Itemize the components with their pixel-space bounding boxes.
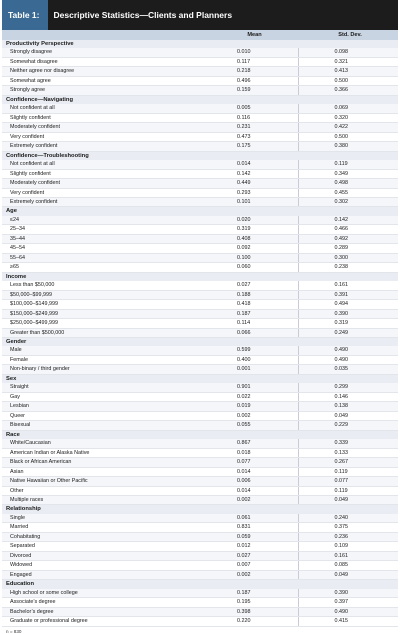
mean-value: 0.220 bbox=[207, 617, 298, 626]
table-row bbox=[2, 188, 398, 197]
sd-value: 0.109 bbox=[298, 542, 398, 551]
row-label: Divorced bbox=[2, 551, 207, 560]
row-label: Somewhat agree bbox=[2, 76, 207, 85]
table-row bbox=[2, 281, 398, 290]
sd-value: 0.236 bbox=[298, 532, 398, 541]
mean-value: 0.005 bbox=[207, 104, 298, 113]
section-title: Race bbox=[2, 430, 398, 439]
sd-value: 0.366 bbox=[298, 86, 398, 95]
row-label: Greater than $500,000 bbox=[2, 328, 207, 337]
table-row bbox=[2, 225, 398, 234]
table-body bbox=[2, 40, 398, 626]
mean-value: 0.092 bbox=[207, 244, 298, 253]
section-title: Confidence—Navigating bbox=[2, 95, 398, 104]
sd-value: 0.267 bbox=[298, 458, 398, 467]
mean-value: 0.231 bbox=[207, 123, 298, 132]
row-label: 25–34 bbox=[2, 225, 207, 234]
table-row bbox=[2, 551, 398, 560]
section-title: Productivity Perspective bbox=[2, 40, 398, 48]
row-label: Not confident at all bbox=[2, 160, 207, 169]
table-row bbox=[2, 467, 398, 476]
row-label: Very confident bbox=[2, 188, 207, 197]
row-label: Graduate or professional degree bbox=[2, 617, 207, 626]
sd-value: 0.249 bbox=[298, 328, 398, 337]
sd-value: 0.119 bbox=[298, 160, 398, 169]
section-header-row bbox=[2, 374, 398, 383]
table-row bbox=[2, 383, 398, 392]
row-label: Gay bbox=[2, 392, 207, 401]
row-label: Strongly agree bbox=[2, 86, 207, 95]
table-row bbox=[2, 216, 398, 225]
row-label: Male bbox=[2, 346, 207, 355]
section-header-row bbox=[2, 505, 398, 514]
section-title: Relationship bbox=[2, 505, 398, 514]
sd-value: 0.492 bbox=[298, 234, 398, 243]
row-label: Bisexual bbox=[2, 421, 207, 430]
mean-value: 0.022 bbox=[207, 392, 298, 401]
row-label: Queer bbox=[2, 411, 207, 420]
mean-value: 0.002 bbox=[207, 570, 298, 579]
section-header-row bbox=[2, 272, 398, 281]
row-label: Moderately confident bbox=[2, 179, 207, 188]
table-row bbox=[2, 234, 398, 243]
sd-value: 0.380 bbox=[298, 142, 398, 151]
row-label: Moderately confident bbox=[2, 123, 207, 132]
mean-value: 0.006 bbox=[207, 477, 298, 486]
row-label: $250,000–$499,999 bbox=[2, 319, 207, 328]
mean-value: 0.100 bbox=[207, 253, 298, 262]
section-title: Sex bbox=[2, 374, 398, 383]
row-label: $50,000–$99,999 bbox=[2, 290, 207, 299]
table-row bbox=[2, 448, 398, 457]
row-label: High school or some college bbox=[2, 589, 207, 598]
table-row bbox=[2, 411, 398, 420]
section-title: Education bbox=[2, 580, 398, 589]
mean-value: 0.014 bbox=[207, 467, 298, 476]
mean-value: 0.473 bbox=[207, 132, 298, 141]
row-label: American Indian or Alaska Native bbox=[2, 448, 207, 457]
row-label: ≥65 bbox=[2, 263, 207, 272]
mean-value: 0.408 bbox=[207, 234, 298, 243]
row-label: Extremely confident bbox=[2, 142, 207, 151]
descriptive-statistics-table bbox=[2, 30, 398, 627]
table-row bbox=[2, 263, 398, 272]
table-row bbox=[2, 179, 398, 188]
sd-value: 0.142 bbox=[298, 216, 398, 225]
mean-value: 0.867 bbox=[207, 439, 298, 448]
section-title: Gender bbox=[2, 338, 398, 347]
sample-size-note: n = 830 bbox=[6, 628, 22, 634]
row-label: Cohabitating bbox=[2, 532, 207, 541]
row-label: Multiple races bbox=[2, 495, 207, 504]
sd-value: 0.085 bbox=[298, 561, 398, 570]
sd-value: 0.391 bbox=[298, 290, 398, 299]
mean-value: 0.012 bbox=[207, 542, 298, 551]
row-label: Single bbox=[2, 514, 207, 523]
table-row bbox=[2, 244, 398, 253]
table-row bbox=[2, 160, 398, 169]
sd-value: 0.455 bbox=[298, 188, 398, 197]
mean-value: 0.449 bbox=[207, 179, 298, 188]
table-row bbox=[2, 458, 398, 467]
row-label: Slightly confident bbox=[2, 169, 207, 178]
sd-value: 0.098 bbox=[298, 48, 398, 57]
sd-value: 0.500 bbox=[298, 132, 398, 141]
sd-value: 0.375 bbox=[298, 523, 398, 532]
table-row bbox=[2, 290, 398, 299]
sd-value: 0.390 bbox=[298, 589, 398, 598]
table-row bbox=[2, 495, 398, 504]
row-label: Separated bbox=[2, 542, 207, 551]
mean-value: 0.159 bbox=[207, 86, 298, 95]
table-row bbox=[2, 617, 398, 626]
row-label: 35–44 bbox=[2, 234, 207, 243]
mean-value: 0.020 bbox=[207, 216, 298, 225]
section-title: Age bbox=[2, 207, 398, 216]
sd-value: 0.466 bbox=[298, 225, 398, 234]
sd-value: 0.500 bbox=[298, 76, 398, 85]
table-row bbox=[2, 542, 398, 551]
sd-value: 0.321 bbox=[298, 57, 398, 66]
table-row bbox=[2, 598, 398, 607]
sd-value: 0.300 bbox=[298, 253, 398, 262]
table-row bbox=[2, 67, 398, 76]
table-row bbox=[2, 113, 398, 122]
table-row bbox=[2, 514, 398, 523]
table-row bbox=[2, 523, 398, 532]
row-label: Engaged bbox=[2, 570, 207, 579]
mean-value: 0.010 bbox=[207, 48, 298, 57]
sd-value: 0.238 bbox=[298, 263, 398, 272]
table-row bbox=[2, 123, 398, 132]
row-label: Married bbox=[2, 523, 207, 532]
sd-value: 0.133 bbox=[298, 448, 398, 457]
table-row bbox=[2, 132, 398, 141]
mean-value: 0.187 bbox=[207, 589, 298, 598]
mean-value: 0.018 bbox=[207, 448, 298, 457]
mean-value: 0.599 bbox=[207, 346, 298, 355]
mean-value: 0.195 bbox=[207, 598, 298, 607]
table-row bbox=[2, 346, 398, 355]
mean-value: 0.019 bbox=[207, 402, 298, 411]
mean-value: 0.188 bbox=[207, 290, 298, 299]
sd-value: 0.413 bbox=[298, 67, 398, 76]
sd-value: 0.349 bbox=[298, 169, 398, 178]
sd-value: 0.490 bbox=[298, 607, 398, 616]
mean-value: 0.175 bbox=[207, 142, 298, 151]
column-header-label bbox=[2, 30, 207, 40]
sd-value: 0.240 bbox=[298, 514, 398, 523]
row-label: Slightly confident bbox=[2, 113, 207, 122]
mean-value: 0.117 bbox=[207, 57, 298, 66]
row-label: ≤24 bbox=[2, 216, 207, 225]
sd-value: 0.320 bbox=[298, 113, 398, 122]
section-header-row bbox=[2, 580, 398, 589]
row-label: Extremely confident bbox=[2, 197, 207, 206]
mean-value: 0.101 bbox=[207, 197, 298, 206]
row-label: Less than $50,000 bbox=[2, 281, 207, 290]
mean-value: 0.007 bbox=[207, 561, 298, 570]
mean-value: 0.293 bbox=[207, 188, 298, 197]
row-label: $150,000–$249,999 bbox=[2, 309, 207, 318]
sd-value: 0.397 bbox=[298, 598, 398, 607]
sd-value: 0.229 bbox=[298, 421, 398, 430]
table-row bbox=[2, 392, 398, 401]
table-row bbox=[2, 48, 398, 57]
sd-value: 0.422 bbox=[298, 123, 398, 132]
table-row bbox=[2, 486, 398, 495]
mean-value: 0.059 bbox=[207, 532, 298, 541]
mean-value: 0.002 bbox=[207, 411, 298, 420]
table-row bbox=[2, 253, 398, 262]
section-header-row bbox=[2, 151, 398, 160]
table-row bbox=[2, 104, 398, 113]
mean-value: 0.027 bbox=[207, 281, 298, 290]
mean-value: 0.066 bbox=[207, 328, 298, 337]
row-label: Somewhat disagree bbox=[2, 57, 207, 66]
table-row bbox=[2, 309, 398, 318]
table-row bbox=[2, 589, 398, 598]
row-label: Non-binary / third gender bbox=[2, 365, 207, 374]
sd-value: 0.302 bbox=[298, 197, 398, 206]
row-label: Not confident at all bbox=[2, 104, 207, 113]
table-row bbox=[2, 532, 398, 541]
sd-value: 0.299 bbox=[298, 383, 398, 392]
row-label: Native Hawaiian or Other Pacific bbox=[2, 477, 207, 486]
table-row bbox=[2, 57, 398, 66]
sd-value: 0.161 bbox=[298, 281, 398, 290]
section-header-row bbox=[2, 430, 398, 439]
column-header-sd: Std. Dev. bbox=[298, 30, 398, 40]
mean-value: 0.901 bbox=[207, 383, 298, 392]
section-header-row bbox=[2, 207, 398, 216]
section-title: Confidence—Troubleshooting bbox=[2, 151, 398, 160]
row-label: Black or African American bbox=[2, 458, 207, 467]
row-label: Widowed bbox=[2, 561, 207, 570]
table-row bbox=[2, 76, 398, 85]
table-row bbox=[2, 319, 398, 328]
sd-value: 0.390 bbox=[298, 309, 398, 318]
sd-value: 0.339 bbox=[298, 439, 398, 448]
sd-value: 0.161 bbox=[298, 551, 398, 560]
section-header-row bbox=[2, 95, 398, 104]
section-header-row bbox=[2, 40, 398, 48]
mean-value: 0.114 bbox=[207, 319, 298, 328]
mean-value: 0.398 bbox=[207, 607, 298, 616]
mean-value: 0.060 bbox=[207, 263, 298, 272]
table-row bbox=[2, 477, 398, 486]
table-row bbox=[2, 169, 398, 178]
table-row bbox=[2, 439, 398, 448]
mean-value: 0.061 bbox=[207, 514, 298, 523]
sd-value: 0.289 bbox=[298, 244, 398, 253]
mean-value: 0.418 bbox=[207, 300, 298, 309]
sd-value: 0.415 bbox=[298, 617, 398, 626]
table-row bbox=[2, 570, 398, 579]
table-row bbox=[2, 561, 398, 570]
mean-value: 0.014 bbox=[207, 486, 298, 495]
sd-value: 0.035 bbox=[298, 365, 398, 374]
table-row bbox=[2, 197, 398, 206]
table-row bbox=[2, 328, 398, 337]
mean-value: 0.002 bbox=[207, 495, 298, 504]
row-label: $100,000–$149,999 bbox=[2, 300, 207, 309]
mean-value: 0.014 bbox=[207, 160, 298, 169]
sd-value: 0.119 bbox=[298, 467, 398, 476]
row-label: Asian bbox=[2, 467, 207, 476]
mean-value: 0.400 bbox=[207, 355, 298, 364]
table-title: Descriptive Statistics—Clients and Planners bbox=[53, 10, 233, 20]
sd-value: 0.319 bbox=[298, 319, 398, 328]
row-label: White/Caucasian bbox=[2, 439, 207, 448]
sd-value: 0.494 bbox=[298, 300, 398, 309]
section-title: Income bbox=[2, 272, 398, 281]
table-row bbox=[2, 86, 398, 95]
sd-value: 0.077 bbox=[298, 477, 398, 486]
sd-value: 0.138 bbox=[298, 402, 398, 411]
column-header-mean: Mean bbox=[207, 30, 298, 40]
mean-value: 0.319 bbox=[207, 225, 298, 234]
mean-value: 0.187 bbox=[207, 309, 298, 318]
sd-value: 0.049 bbox=[298, 411, 398, 420]
row-label: Very confident bbox=[2, 132, 207, 141]
mean-value: 0.218 bbox=[207, 67, 298, 76]
sd-value: 0.498 bbox=[298, 179, 398, 188]
table-row bbox=[2, 355, 398, 364]
table-row bbox=[2, 142, 398, 151]
table-row bbox=[2, 365, 398, 374]
table-row bbox=[2, 300, 398, 309]
mean-value: 0.001 bbox=[207, 365, 298, 374]
mean-value: 0.027 bbox=[207, 551, 298, 560]
mean-value: 0.055 bbox=[207, 421, 298, 430]
mean-value: 0.496 bbox=[207, 76, 298, 85]
table-number-tag: Table 1: bbox=[2, 0, 48, 30]
sd-value: 0.146 bbox=[298, 392, 398, 401]
mean-value: 0.142 bbox=[207, 169, 298, 178]
row-label: Other bbox=[2, 486, 207, 495]
row-label: Associate’s degree bbox=[2, 598, 207, 607]
table-row bbox=[2, 421, 398, 430]
row-label: Female bbox=[2, 355, 207, 364]
mean-value: 0.831 bbox=[207, 523, 298, 532]
sd-value: 0.069 bbox=[298, 104, 398, 113]
row-label: 45–54 bbox=[2, 244, 207, 253]
table-title-bar bbox=[2, 0, 398, 30]
sd-value: 0.490 bbox=[298, 346, 398, 355]
mean-value: 0.077 bbox=[207, 458, 298, 467]
row-label: 55–64 bbox=[2, 253, 207, 262]
section-header-row bbox=[2, 338, 398, 347]
row-label: Neither agree nor disagree bbox=[2, 67, 207, 76]
sd-value: 0.119 bbox=[298, 486, 398, 495]
row-label: Bachelor’s degree bbox=[2, 607, 207, 616]
table-row bbox=[2, 402, 398, 411]
mean-value: 0.116 bbox=[207, 113, 298, 122]
row-label: Straight bbox=[2, 383, 207, 392]
row-label: Strongly disagree bbox=[2, 48, 207, 57]
column-header-row bbox=[2, 30, 398, 40]
sd-value: 0.049 bbox=[298, 570, 398, 579]
sd-value: 0.490 bbox=[298, 355, 398, 364]
sd-value: 0.049 bbox=[298, 495, 398, 504]
row-label: Lesbian bbox=[2, 402, 207, 411]
